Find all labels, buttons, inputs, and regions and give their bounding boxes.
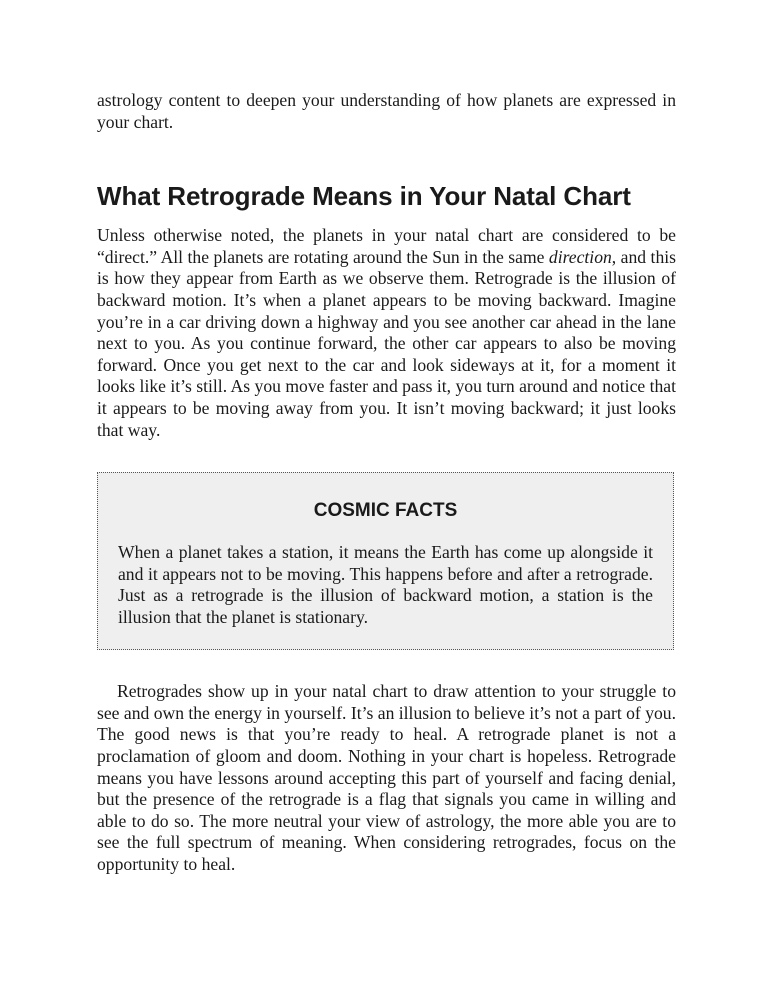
section-paragraph-part1: Unless otherwise noted, the planets in your natal chart are considered to be “direct.” All the planets are rotating around the Sun in the same <box>97 225 676 267</box>
callout-title: COSMIC FACTS <box>313 500 458 522</box>
intro-paragraph: astrology content to deepen your understanding of how planets are expressed in your chart. <box>97 90 676 132</box>
callout-text: When a planet takes a station, it means the Earth has come up alongside it and it appears not to be moving. This happens before and after a retrograde. Just as a retrograde is the illusion of backward motion, a station is the illusion that the planet is stationary. <box>118 542 653 627</box>
section-paragraph <box>97 225 676 441</box>
page-content <box>97 90 676 875</box>
cosmic-facts-callout <box>97 472 674 650</box>
section-paragraph-part2: , and this is how they appear from Earth as we observe them. Retrograde is the illusion of backward motion. It’s when a planet appears to be moving backward. Imagine you’re in a car driving down a highway and you see another car ahead in the lane next to you. As you continue forward, the other car appears to also be moving forward. Once you get next to the car and look sideways at it, for a moment it looks like it’s still. As you move faster and pass it, you turn around and notice that it appears to be moving away from you. It isn’t moving backward; it just looks that way. <box>97 246 676 440</box>
closing-paragraph: Retrogrades show up in your natal chart to draw attention to your struggle to see and own the energy in yourself. It’s an illusion to believe it’s not a part of you. The good news is that you’re ready to heal. A retrograde planet is not a proclamation of gloom and doom. Nothing in your chart is hopeless. Retrograde means you have lessons around accepting this part of yourself and facing denial, but the presence of the retrograde is a flag that signals you came in willing and able to do so. The more neutral your view of astrology, the more able you are to see the full spectrum of meaning. When considering retrogrades, focus on the opportunity to heal. <box>97 681 676 874</box>
section-paragraph-italic: direction <box>548 246 612 267</box>
section-heading: What Retrograde Means in Your Natal Chart <box>97 181 631 212</box>
